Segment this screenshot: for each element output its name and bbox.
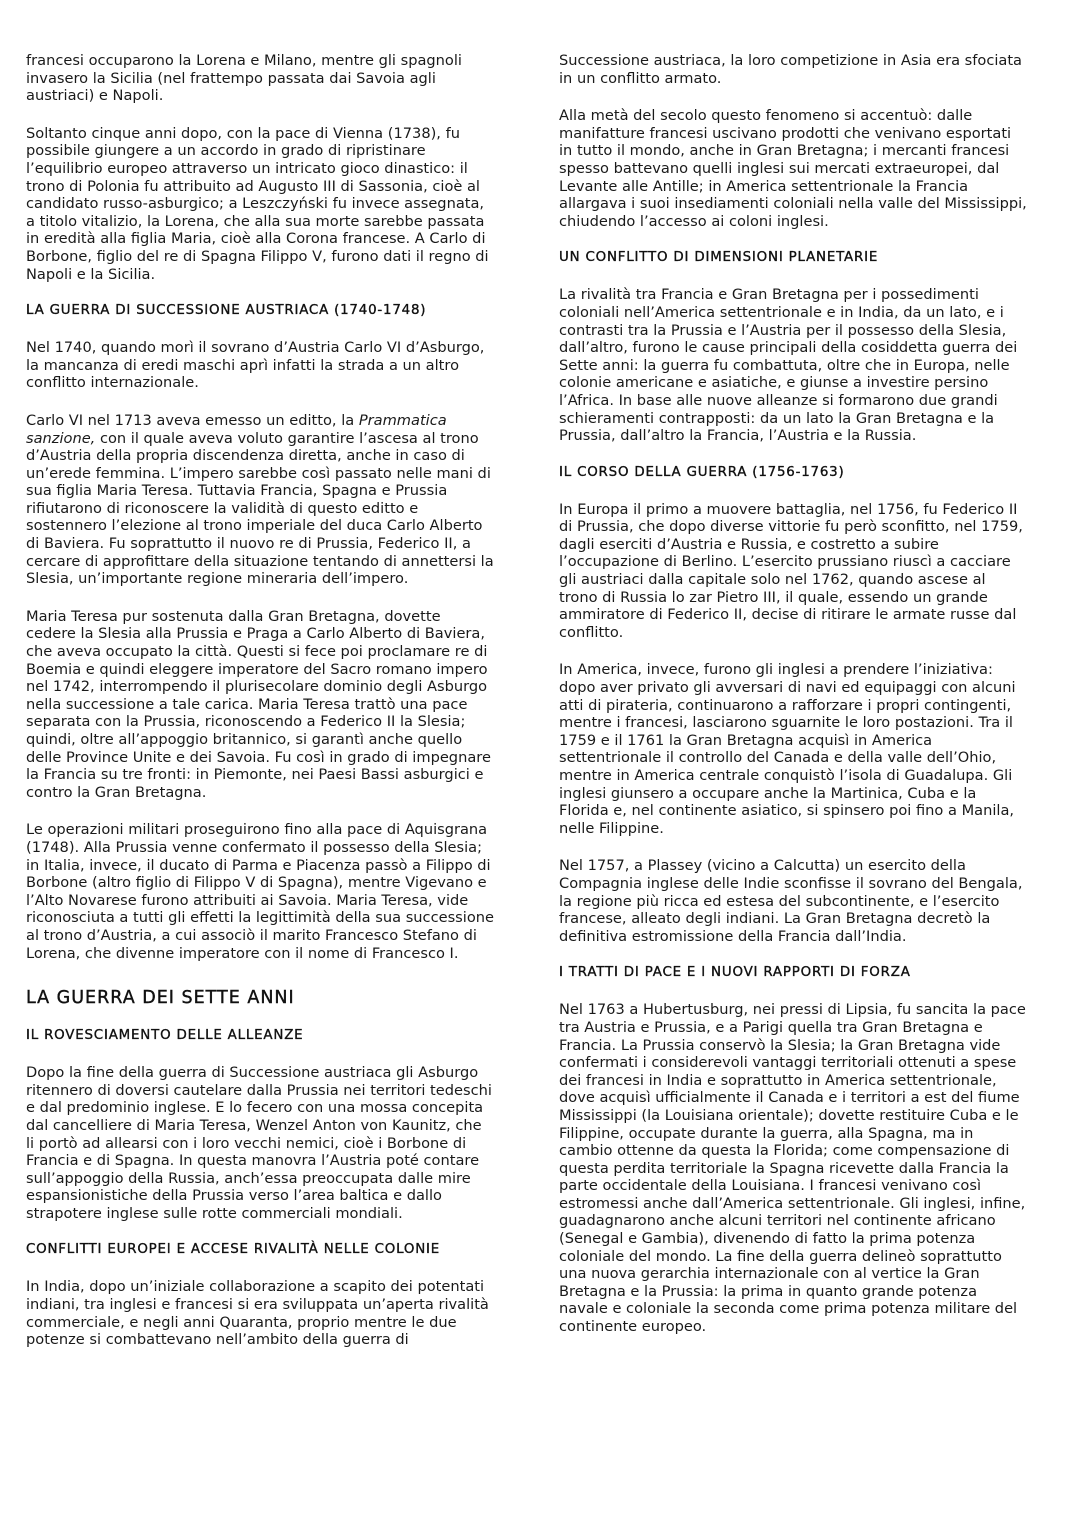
paragraph: La rivalità tra Francia e Gran Bretagna per i possedimenti coloniali nell’America settentrionale e in India, da un lato, e i contrasti tra la Prussia e l’Austria per il possesso della Slesia, dall’altro, furono le cause principali della cosiddetta guerra dei Sette anni: la guerra fu combattuta, oltre che in Europa, nelle colonie americane e asiatiche, e giunse a investire persino l’Africa. In base alle nuove alleanze si formarono due grandi schieramenti contrapposti: da un lato la Gran Bretagna e la Prussia, dall’altro la Francia, l’Austria e la Russia. bbox=[559, 286, 1018, 445]
paragraph: Maria Teresa pur sostenuta dalla Gran Bretagna, dovette cedere la Slesia alla Prussia e Praga a Carlo Alberto di Baviera, che aveva occupato la città. Questi si fece poi proclamare re di Boemia e quindi eleggere imperatore del Sacro romano impero nel 1742, interrompendo il plurisecolare dominio degli Asburgo nella successione a tale carica. Maria Teresa trattò una pace separata con la Prussia, riconoscendo a Federico II la Slesia; quindi, oltre all’appoggio britannico, si garantì anche quello delle Province Unite e dei Savoia. Fu così in grado di impegnare la Francia su tre fronti: in Piemonte, nei Paesi Bassi asburgici e contro la Gran Bretagna. bbox=[26, 607, 491, 801]
section-heading-reversal-alliances: IL ROVESCIAMENTO DELLE ALLEANZE bbox=[26, 1028, 304, 1044]
paragraph: Nel 1740, quando morì il sovrano d’Austria Carlo VI d’Asburgo, la mancanza di eredi maschi aprì infatti la strada a un altro conflitto internazionale. bbox=[26, 339, 485, 392]
paragraph-pragmatic-sanction bbox=[26, 412, 494, 588]
chapter-heading-seven-years-war: LA GUERRA DEI SETTE ANNI bbox=[26, 988, 295, 1009]
paragraph: Nel 1763 a Hubertusburg, nei pressi di Lipsia, fu sancita la pace tra Austria e Prussia, e a Parigi quella tra Gran Bretagna e Francia. La Prussia conservò la Slesia; la Gran Bretagna vide confermati i considerevoli vantaggi territoriali ottenuti a spese dei francesi in India e soprattutto in America settentrionale, dove acquisì ufficialmente il Canada e i territori a est del fiume Mississippi (la Louisiana orientale); dovette restituire Cuba e le Filippine, occupate durante la guerra, alla Spagna, ma in cambio ottenne da questa la Florida; come compensazione di questa perdita territoriale la Spagna ricevette dalla Francia la parte occidentale della Louisiana. I francesi venivano così estromessi anche dall’America settentrionale. Gli inglesi, infine, guadagnarono anche alcuni territori nel continente africano (Senegal e Gambia), divenendo di fatto la prima potenza coloniale del mondo. La fine della guerra delineò soprattutto una nuova gerarchia internazionale con al vertice la Gran Bretagna e la Prussia: la prima in quanto grande potenza navale e coloniale la seconda come prima potenza militare del continente europeo. bbox=[559, 1001, 1026, 1336]
text-run: Carlo VI nel 1713 aveva emesso un editto, la bbox=[26, 411, 359, 429]
paragraph: Le operazioni militari proseguirono fino alla pace di Aquisgrana (1748). Alla Prussia venne confermato il possesso della Slesia; in Italia, invece, il ducato di Parma e Piacenza passò a Filippo di Borbone (altro figlio di Filippo V di Spagna), mentre Vigevano e l’Alto Novarese furono attribuiti ai Savoia. Maria Teresa, vide riconosciuta a tutti gli effetti la legittimità della sua successione al trono d’Austria, a cui associò il marito Francesco Stefano di Lorena, che divenne imperatore con il nome di Francesco I. bbox=[26, 821, 494, 962]
paragraph: Dopo la fine della guerra di Successione austriaca gli Asburgo ritennero di doversi cautelare dalla Prussia nei territori tedeschi e dal predominio inglese. E lo fecero con una mossa concepita dal cancelliere di Maria Teresa, Wenzel Anton von Kaunitz, che li portò ad allearsi con i loro vecchi nemici, cioè i Borbone di Francia e di Spagna. In questa manovra l’Austria poté contare sull’appoggio della Russia, anch’essa preoccupata dalle mire espansionistiche della Prussia verso l’area baltica e dallo strapotere inglese sulle rotte commerciali mondiali. bbox=[26, 1064, 492, 1222]
left-column bbox=[26, 52, 494, 1369]
paragraph: Soltanto cinque anni dopo, con la pace di Vienna (1738), fu possibile giungere a un accordo in grado di ripristinare l’equilibrio europeo attraverso un intricato gioco dinastico: il trono di Polonia fu attribuito ad Augusto III di Sassonia, cioè al candidato russo-asburgico; a Leszczyński fu invece assegnata, a titolo vitalizio, la Lorena, che alla sua morte sarebbe passata in eredità alla figlia Maria, cioè alla Corona francese. A Carlo di Borbone, figlio del re di Spagna Filippo V, furono dati il regno di Napoli e la Sicilia. bbox=[26, 124, 489, 283]
paragraph: Alla metà del secolo questo fenomeno si accentuò: dalle manifatture francesi uscivano prodotti che venivano esportati in tutto il mondo, anche in Gran Bretagna; i mercanti francesi spesso battevano quelli inglesi sui mercati extraeuropei, dal Levante alle Antille; in America settentrionale la Francia allargava i suoi insediamenti coloniali nella valle del Mississippi, chiudendo l’accesso ai coloni inglesi. bbox=[559, 107, 1027, 230]
paragraph: Nel 1757, a Plassey (vicino a Calcutta) un esercito della Compagnia inglese delle Indie sconfisse il sovrano del Bengala, la regione più ricca ed estesa del subcontinente, e l’esercito francese, alleato degli indiani. La Gran Bretagna decretò la definitiva estromissione della Francia dall’India. bbox=[559, 857, 1023, 945]
section-heading-course-of-war: IL CORSO DELLA GUERRA (1756-1763) bbox=[559, 464, 845, 480]
section-heading-peace-treaties: I TRATTI DI PACE E I NUOVI RAPPORTI DI FORZA bbox=[559, 965, 911, 981]
paragraph: In India, dopo un’iniziale collaborazione a scapito dei potentati indiani, tra inglesi e francesi si era sviluppata un’aperta rivalità commerciale, e negli anni Quaranta, proprio mentre le due potenze si combattevano nell’ambito della guerra di bbox=[26, 1278, 489, 1349]
right-column bbox=[559, 52, 1027, 1356]
section-heading-colonial-rivalries: CONFLITTI EUROPEI E ACCESE RIVALITÀ NELLE COLONIE bbox=[26, 1242, 441, 1258]
section-heading-planetary-conflict: UN CONFLITTO DI DIMENSIONI PLANETARIE bbox=[559, 250, 879, 266]
emphasis-term: Prammatica sanzione, bbox=[26, 411, 447, 447]
paragraph: In Europa il primo a muovere battaglia, nel 1756, fu Federico II di Prussia, che dopo diverse vittorie fu però sconfitto, nel 1759, dagli eserciti d’Austria e Russia, e costretto a subire l’occupazione di Berlino. L’esercito prussiano riuscì a cacciare gli austriaci dalla capitale solo nel 1762, quando ascese al trono di Russia lo zar Pietro III, il quale, essendo un grande ammiratore di Federico II, decise di ritirare le armate russe dal conflitto. bbox=[559, 500, 1023, 641]
section-heading-succession-war: LA GUERRA DI SUCCESSIONE AUSTRIACA (1740-1748) bbox=[26, 303, 427, 319]
paragraph: In America, invece, furono gli inglesi a prendere l’iniziativa: dopo aver privato gli avversari di navi ed equipaggi con alcuni atti di pirateria, continuarono a rafforzare i propri contingenti, mentre i francesi, lasciarono sguarnite le loro postazioni. Tra il 1759 e il 1761 la Gran Bretagna acquisì in America settentrionale il controllo del Canada e della valle dell’Ohio, mentre in America centrale conquistò l’isola di Guadalupa. Gli inglesi giunsero a occupare anche la Martinica, Cuba e la Florida e, nel continente asiatico, si spinsero poi fino a Manila, nelle Filippine. bbox=[559, 661, 1016, 837]
paragraph: francesi occuparono la Lorena e Milano, mentre gli spagnoli invasero la Sicilia (nel frattempo passata dai Savoia agli austriaci) e Napoli. bbox=[26, 52, 462, 105]
paragraph: Successione austriaca, la loro competizione in Asia era sfociata in un conflitto armato. bbox=[559, 52, 1023, 87]
text-run: con il quale aveva voluto garantire l’ascesa al trono d’Austria della propria discendenza diretta, anche in caso di un’erede femmina. L’impero sarebbe così passato nelle mani di sua figlia Maria Teresa. Tuttavia Francia, Spagna e Prussia rifiutarono di riconoscere la validità di questo editto e sostennero l’elezione al trono imperiale del duca Carlo Alberto di Baviera. Fu soprattutto il nuovo re di Prussia, Federico II, a cercare di approfittare della situazione tentando di annettersi la Slesia, un’importante regione mineraria dell’impero. bbox=[26, 429, 494, 588]
